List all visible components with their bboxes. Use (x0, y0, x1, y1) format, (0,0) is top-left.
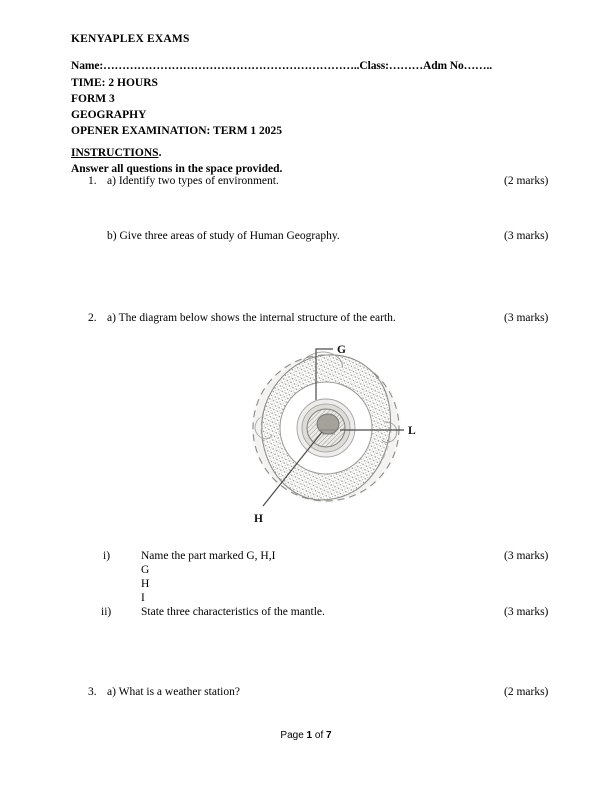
question-2-subpart-i-marks: (3 marks) (504, 550, 549, 562)
instructions-heading-period: . (158, 147, 162, 159)
exam-time: TIME: 2 HOURS (71, 77, 158, 89)
diagram-label-l: L (408, 425, 416, 437)
inner-core-disc (317, 414, 339, 434)
footer-current-page: 1 (306, 730, 313, 741)
answer-slot-g: G (141, 564, 150, 576)
question-3a-marks: (2 marks) (504, 686, 549, 698)
footer-middle: of (312, 730, 327, 741)
instructions-subheading: Answer all questions in the space provided. (71, 163, 283, 175)
question-1-number: 1. (88, 175, 97, 187)
earth-internal-structure-diagram (232, 336, 432, 532)
exam-subject: GEOGRAPHY (71, 109, 147, 121)
question-2-subpart-ii-roman: ii) (101, 606, 112, 618)
question-1a-letter: a) (107, 175, 116, 187)
question-1a-text (107, 175, 279, 187)
question-1b-text (107, 230, 340, 242)
question-2-subpart-ii-marks: (3 marks) (504, 606, 549, 618)
question-2-subpart-i-roman: i) (103, 550, 111, 562)
exam-session: OPENER EXAMINATION: TERM 1 2025 (71, 125, 283, 137)
name-class-admno-line: Name:…………………………………………………………..Class:………Adm No…….. (71, 60, 493, 72)
question-3a-body: What is a weather station? (118, 686, 240, 698)
question-2a-body: The diagram below shows the internal structure of the earth. (118, 312, 396, 324)
question-2-subpart-ii-text: State three characteristics of the mantle. (141, 606, 325, 618)
footer-total-pages: 7 (326, 730, 332, 741)
question-3a-letter: a) (107, 686, 116, 698)
exam-form: FORM 3 (71, 93, 115, 105)
question-3a-text (107, 686, 240, 698)
question-3-number: 3. (88, 686, 97, 698)
question-1a-marks: (2 marks) (504, 175, 549, 187)
question-2-number: 2. (88, 312, 97, 324)
question-2a-letter: a) (107, 312, 116, 324)
question-1b-letter: b) (107, 230, 117, 242)
instructions-heading-text: INSTRUCTIONS (71, 147, 159, 159)
instructions-heading (71, 147, 161, 159)
question-1b-marks: (3 marks) (504, 230, 549, 242)
question-1b-body: Give three areas of study of Human Geography. (119, 230, 340, 242)
exam-title: KENYAPLEX EXAMS (71, 33, 190, 45)
question-1a-body: Identify two types of environment. (118, 175, 279, 187)
page-footer (0, 730, 612, 741)
answer-slot-h: H (141, 578, 150, 590)
diagram-label-h: H (254, 513, 263, 525)
question-2a-marks: (3 marks) (504, 312, 549, 324)
question-2-subpart-i-text: Name the part marked G, H,I (141, 550, 276, 562)
question-2a-text (107, 312, 396, 324)
footer-prefix: Page (280, 730, 307, 741)
diagram-label-g: G (337, 344, 346, 356)
answer-slot-i: I (141, 592, 145, 604)
